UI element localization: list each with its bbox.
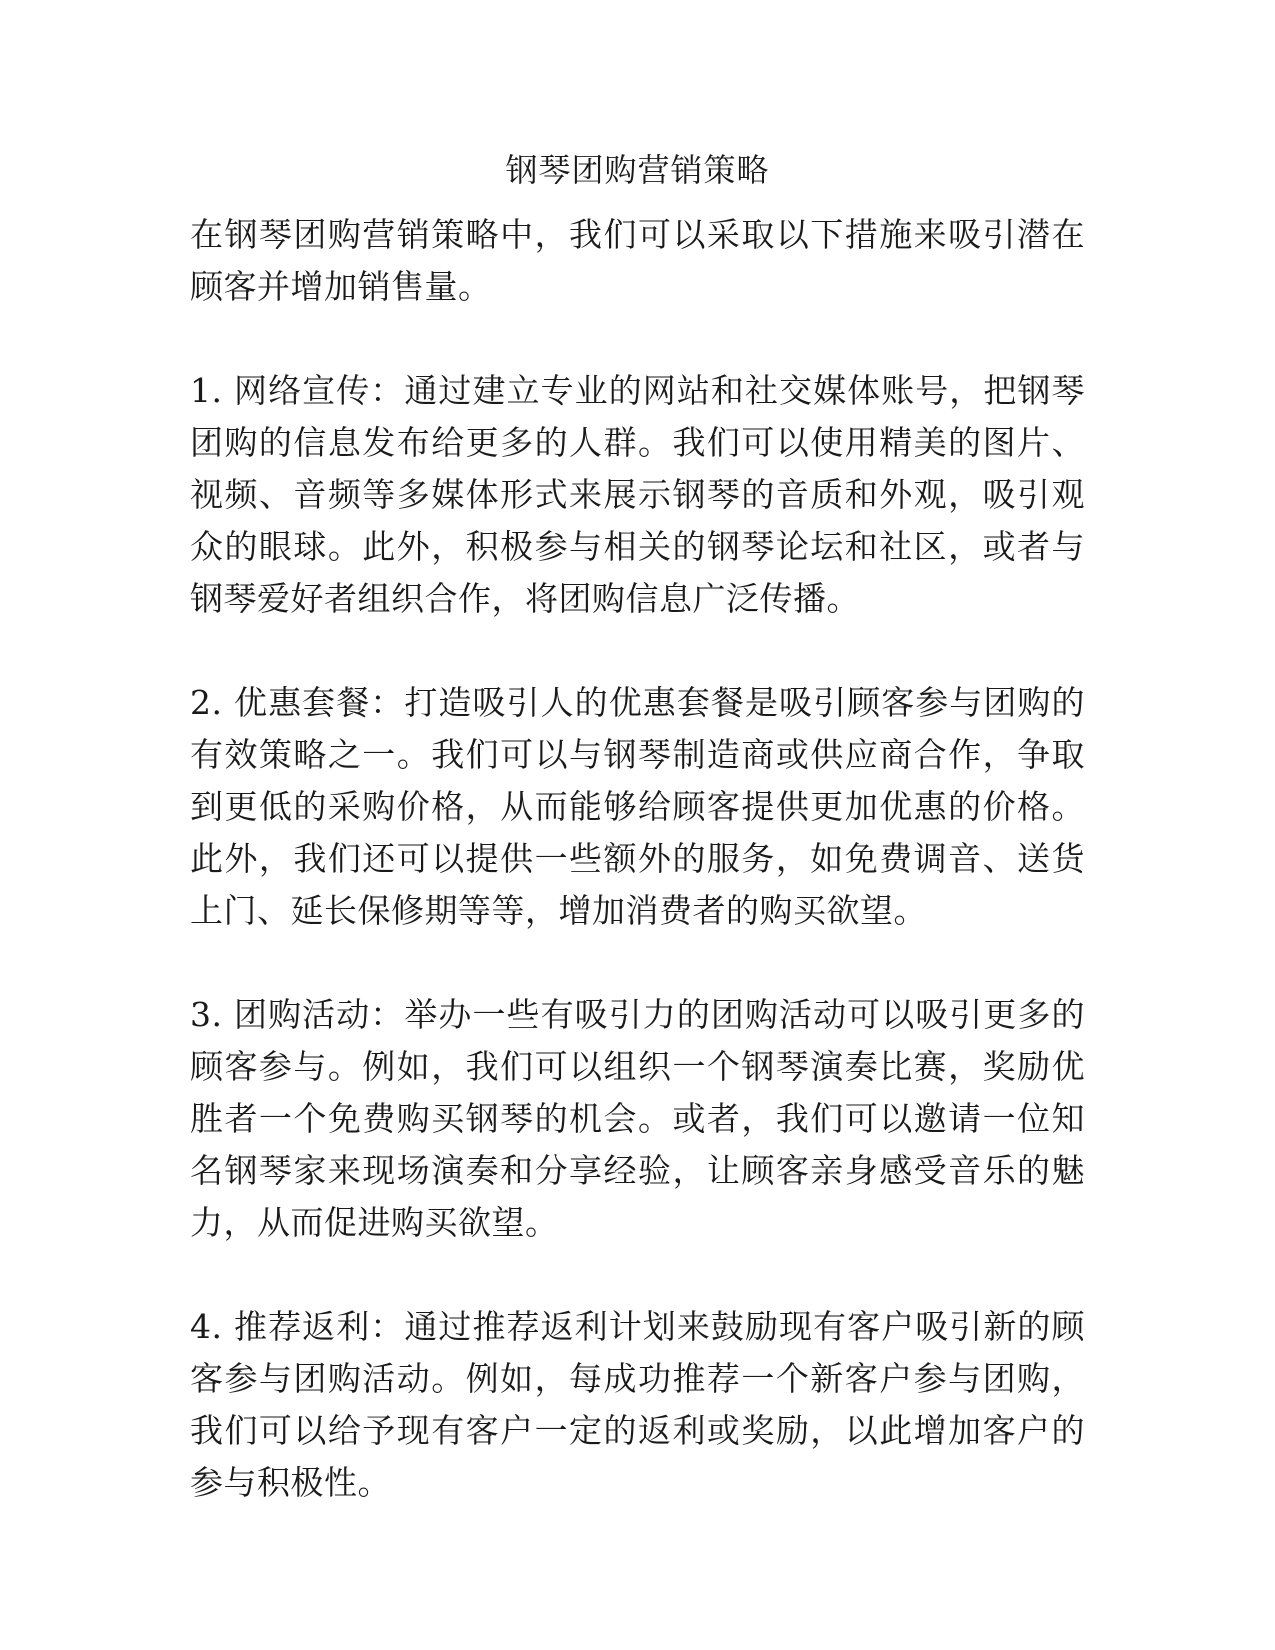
paragraph-gap bbox=[190, 937, 1085, 989]
intro-paragraph: 在钢琴团购营销策略中，我们可以采取以下措施来吸引潜在顾客并增加销售量。 bbox=[190, 215, 1085, 306]
paragraph-online-promotion: 1. 网络宣传：通过建立专业的网站和社交媒体账号，把钢琴团购的信息发布给更多的人群。我们可以使用精美的图片、视频、音频等多媒体形式来展示钢琴的音质和外观，吸引观众的眼球。此外，积极参与相关的钢琴论坛和社区，或者与钢琴爱好者组织合作，将团购信息广泛传播。 bbox=[190, 371, 1085, 618]
paragraph-referral-rebate: 4. 推荐返利：通过推荐返利计划来鼓励现有客户吸引新的顾客参与团购活动。例如，每成功推荐一个新客户参与团购，我们可以给予现有客户一定的返利或奖励，以此增加客户的参与积极性。 bbox=[190, 1307, 1085, 1502]
document-title: 钢琴团购营销策略 bbox=[505, 151, 770, 189]
paragraph-group-activity: 3. 团购活动：举办一些有吸引力的团购活动可以吸引更多的顾客参与。例如，我们可以组织一个钢琴演奏比赛，奖励优胜者一个免费购买钢琴的机会。或者，我们可以邀请一位知名钢琴家来现场演奏和分享经验，让顾客亲身感受音乐的魅力，从而促进购买欲望。 bbox=[190, 995, 1085, 1242]
paragraph-gap bbox=[190, 313, 1085, 365]
paragraph-gap bbox=[190, 625, 1085, 677]
paragraph-gap bbox=[190, 1249, 1085, 1301]
paragraph-discount-package: 2. 优惠套餐：打造吸引人的优惠套餐是吸引顾客参与团购的有效策略之一。我们可以与钢琴制造商或供应商合作，争取到更低的采购价格，从而能够给顾客提供更加优惠的价格。此外，我们还可以提供一些额外的服务，如免费调音、送货上门、延长保修期等等，增加消费者的购买欲望。 bbox=[190, 683, 1085, 930]
document-page bbox=[190, 145, 1085, 1509]
